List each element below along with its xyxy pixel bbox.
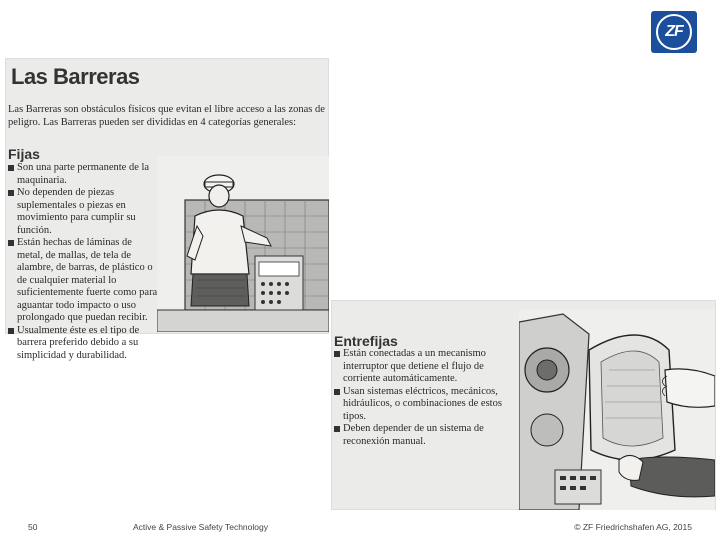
interlocked-machine-illustration — [519, 310, 715, 510]
bullet-list-entrefijas — [334, 348, 512, 448]
bullet-item: Están hechas de láminas de metal, de mallas, de tela de alambre, de barras, de plástico o de cualquier material lo suficientemente fuerte como para aguantar todo impacto o uso prolongado que puedan recibir. — [8, 237, 158, 325]
worker-at-guarded-machine-illustration — [157, 156, 329, 332]
panel-title: Las Barreras — [11, 64, 140, 89]
bullet-item: Usan sistemas eléctricos, mecánicos, hidráulicos, o combinaciones de estos tipos. — [334, 386, 512, 424]
section-heading-entrefijas: Entrefijas — [334, 333, 398, 349]
zf-logo-ring — [656, 14, 692, 50]
bullet-item: Son una parte permanente de la maquinaria. — [8, 162, 158, 187]
bullet-item: No dependen de piezas suplementales o piezas en movimiento para cumplir su función. — [8, 187, 158, 237]
bullet-item: Están conectadas a un mecanismo interruptor que detiene el flujo de corriente automáticamente. — [334, 348, 512, 386]
bullet-item: Deben depender de un sistema de reconexión manual. — [334, 423, 512, 448]
bullet-item: Usualmente éste es el tipo de barrera preferido debido a su simplicidad y durabilidad. — [8, 325, 158, 363]
zf-logo — [651, 11, 697, 53]
footer-title: Active & Passive Safety Technology — [133, 522, 268, 532]
footer-copyright: © ZF Friedrichshafen AG, 2015 — [574, 522, 692, 532]
scanned-panel-barreras — [5, 58, 329, 361]
zf-logo-text: ZF — [665, 23, 683, 40]
scanned-panel-entrefijas — [331, 300, 716, 510]
page-number: 50 — [28, 522, 38, 532]
bullet-list-fijas — [8, 162, 158, 362]
intro-paragraph: Las Barreras son obstáculos físicos que evitan el libre acceso a las zonas de peligro. Las Barreras pueden ser divididas en 4 categorías generales: — [8, 104, 325, 128]
section-heading-fijas: Fijas — [8, 146, 40, 162]
